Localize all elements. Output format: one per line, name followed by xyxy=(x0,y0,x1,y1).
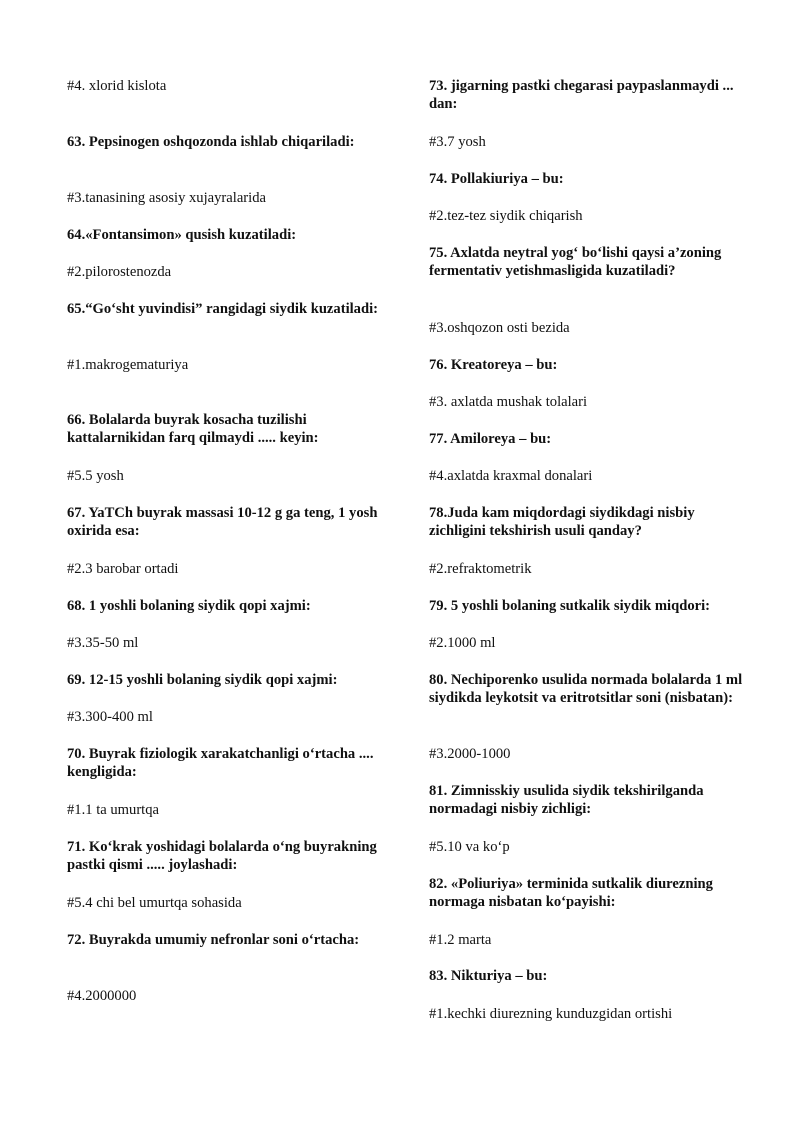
answer-74: #2.tez-tez siydik chiqarish xyxy=(429,208,583,224)
question-70: 70. Buyrak fiziologik xarakatchanligi o‘rtacha .... kengligida: xyxy=(67,746,374,780)
question-82: 82. «Poliuriya» terminida sutkalik diurezning normaga nisbatan ko‘payishi: xyxy=(429,876,713,910)
answer-83: #1.kechki diurezning kunduzgidan ortishi xyxy=(429,1006,673,1022)
question-79: 79. 5 yoshli bolaning sutkalik siydik miqdori: xyxy=(429,598,711,614)
answer-80: #3.2000-1000 xyxy=(429,746,511,762)
answer-69: #3.300-400 ml xyxy=(67,709,153,725)
question-75: 75. Axlatda neytral yog‘ bo‘lishi qaysi a’zoning fermentativ yetishmasligida kuzatiladi? xyxy=(429,245,722,279)
question-63: 63. Pepsinogen oshqozonda ishlab chiqariladi: xyxy=(67,134,355,150)
question-72: 72. Buyrakda umumiy nefronlar soni o‘rtacha: xyxy=(67,932,360,948)
question-71: 71. Ko‘krak yoshidagi bolalarda o‘ng buyrakning pastki qismi ..... joylashadi: xyxy=(67,839,377,873)
question-81: 81. Zimnisskiy usulida siydik tekshirilganda normadagi nisbiy zichligi: xyxy=(429,783,704,817)
question-66: 66. Bolalarda buyrak kosacha tuzilishi kattalarnikidan farq qilmaydi ..... keyin: xyxy=(67,412,319,446)
answer-64: #2.pilorostenozda xyxy=(67,264,172,280)
question-64: 64.«Fontansimon» qusish kuzatiladi: xyxy=(67,227,297,243)
answer-82: #1.2 marta xyxy=(429,932,492,948)
question-73: 73. jigarning pastki chegarasi paypaslanmaydi ... dan: xyxy=(429,78,734,112)
question-65: 65.“Go‘sht yuvindisi” rangidagi siydik kuzatiladi: xyxy=(67,301,379,317)
answer-63: #3.tanasining asosiy xujayralarida xyxy=(67,190,266,206)
question-83: 83. Nikturiya – bu: xyxy=(429,968,548,984)
question-68: 68. 1 yoshli bolaning siydik qopi xajmi: xyxy=(67,598,311,614)
answer-72: #4.2000000 xyxy=(67,988,137,1004)
answer-65: #1.makrogematuriya xyxy=(67,357,189,373)
answer-62: #4. xlorid kislota xyxy=(67,78,167,94)
answer-71: #5.4 chi bel umurtqa sohasida xyxy=(67,895,242,911)
question-69: 69. 12-15 yoshli bolaning siydik qopi xajmi: xyxy=(67,672,338,688)
question-76: 76. Kreatoreya – bu: xyxy=(429,357,558,373)
answer-81: #5.10 va ko‘p xyxy=(429,839,510,855)
answer-79: #2.1000 ml xyxy=(429,635,496,651)
answer-66: #5.5 yosh xyxy=(67,468,124,484)
question-77: 77. Amiloreya – bu: xyxy=(429,431,552,447)
question-80: 80. Nechiporenko usulida normada bolalarda 1 ml siydikda leykotsit va eritrotsitlar soni (nisbatan): xyxy=(429,672,743,706)
answer-75: #3.oshqozon osti bezida xyxy=(429,320,570,336)
answer-73: #3.7 yosh xyxy=(429,134,486,150)
question-78: 78.Juda kam miqdordagi siydikdagi nisbiy zichligini tekshirish usuli qanday? xyxy=(429,505,695,539)
question-67: 67. YaTCh buyrak massasi 10-12 g ga teng, 1 yosh oxirida esa: xyxy=(67,505,378,539)
answer-68: #3.35-50 ml xyxy=(67,635,139,651)
answer-77: #4.axlatda kraxmal donalari xyxy=(429,468,593,484)
question-74: 74. Pollakiuriya – bu: xyxy=(429,171,564,187)
answer-76: #3. axlatda mushak tolalari xyxy=(429,394,588,410)
answer-78: #2.refraktometrik xyxy=(429,561,532,577)
answer-70: #1.1 ta umurtqa xyxy=(67,802,160,818)
answer-67: #2.3 barobar ortadi xyxy=(67,561,179,577)
